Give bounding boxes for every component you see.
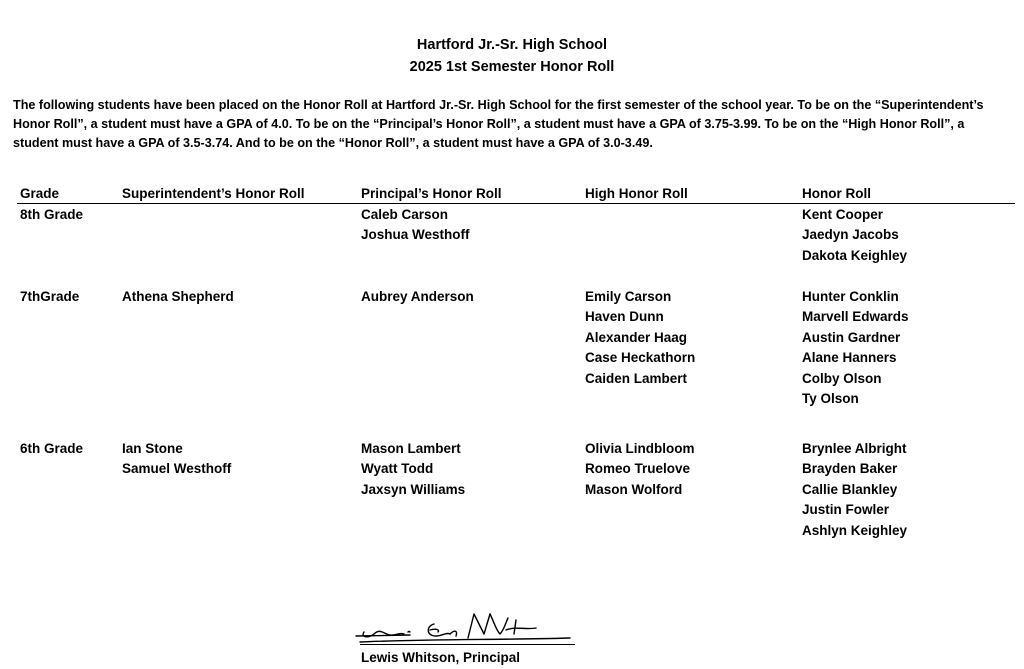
intro-paragraph: The following students have been placed on the Honor Roll at Hartford Jr.-Sr. High School for the first semester of the school year. To be on the “Superintendent’s Honor Roll”, a student must have a GPA of 4.0. To be on the “Principal’s Honor Roll”, a student must have a GPA of 3.75-3.99. To be on the “High Honor Roll”, a student must have a GPA of 3.5-3.74. And to be on the “Honor Roll”, a student must have a GPA of 3.0-3.49. xyxy=(13,98,984,150)
student-name: Austin Gardner xyxy=(802,329,901,345)
superintendent-list-6th xyxy=(122,439,231,480)
student-name: Olivia Lindbloom xyxy=(585,441,695,456)
column-header-honor: Honor Roll xyxy=(802,186,871,201)
student-name: Ty Olson xyxy=(802,390,859,406)
student-name: Jaxsyn Williams xyxy=(361,481,466,497)
header-divider xyxy=(17,203,1015,204)
student-name: Alexander Haag xyxy=(585,329,688,345)
grade-label-8th: 8th Grade xyxy=(20,207,84,222)
document-header xyxy=(0,34,1024,78)
student-name: Hunter Conklin xyxy=(802,289,899,304)
student-name: Brayden Baker xyxy=(802,461,898,477)
student-name: Colby Olson xyxy=(802,370,882,386)
student-name: Ian Stone xyxy=(122,441,183,456)
column-header-principal: Principal’s Honor Roll xyxy=(361,186,502,201)
student-name: Caleb Carson xyxy=(361,207,449,222)
column-header-grade: Grade xyxy=(20,186,60,201)
student-name: Romeo Truelove xyxy=(585,461,691,477)
high-honor-list-7th xyxy=(585,287,695,389)
principal-list-6th xyxy=(361,439,465,500)
student-name: Kent Cooper xyxy=(802,207,883,222)
student-name: Samuel Westhoff xyxy=(122,461,232,477)
student-name: Aubrey Anderson xyxy=(361,289,474,304)
principal-list-7th xyxy=(361,287,474,307)
honor-list-7th xyxy=(802,287,909,409)
student-name: Joshua Westhoff xyxy=(361,227,470,243)
honor-list-6th xyxy=(802,439,907,541)
student-name: Wyatt Todd xyxy=(361,461,434,477)
student-name: Case Heckathorn xyxy=(585,350,696,366)
student-name: Mason Lambert xyxy=(361,441,461,456)
signature-image xyxy=(350,608,580,648)
high-honor-list-6th xyxy=(585,439,695,500)
student-name: Emily Carson xyxy=(585,289,672,304)
student-name: Mason Wolford xyxy=(585,481,683,497)
student-name: Callie Blankley xyxy=(802,481,898,497)
student-name: Haven Dunn xyxy=(585,309,664,325)
column-header-superintendent: Superintendent’s Honor Roll xyxy=(122,186,305,201)
signer-name: Lewis Whitson, Principal xyxy=(361,650,521,665)
superintendent-list-7th xyxy=(122,287,234,307)
column-header-high-honor: High Honor Roll xyxy=(585,186,688,201)
grade-label-6th: 6th Grade xyxy=(20,441,84,456)
student-name: Athena Shepherd xyxy=(122,289,234,304)
honor-list-8th xyxy=(802,205,907,266)
signature-line xyxy=(360,644,575,645)
student-name: Ashlyn Keighley xyxy=(802,522,908,538)
grade-label-7th: 7thGrade xyxy=(20,289,80,304)
student-name: Justin Fowler xyxy=(802,502,890,518)
student-name: Brynlee Albright xyxy=(802,441,907,456)
student-name: Dakota Keighley xyxy=(802,247,908,263)
student-name: Caiden Lambert xyxy=(585,370,688,386)
principal-list-8th xyxy=(361,205,470,246)
student-name: Alane Hanners xyxy=(802,350,897,366)
student-name: Jaedyn Jacobs xyxy=(802,227,899,243)
student-name: Marvell Edwards xyxy=(802,309,909,325)
document-title: 2025 1st Semester Honor Roll xyxy=(409,59,615,75)
school-name: Hartford Jr.-Sr. High School xyxy=(416,37,608,53)
